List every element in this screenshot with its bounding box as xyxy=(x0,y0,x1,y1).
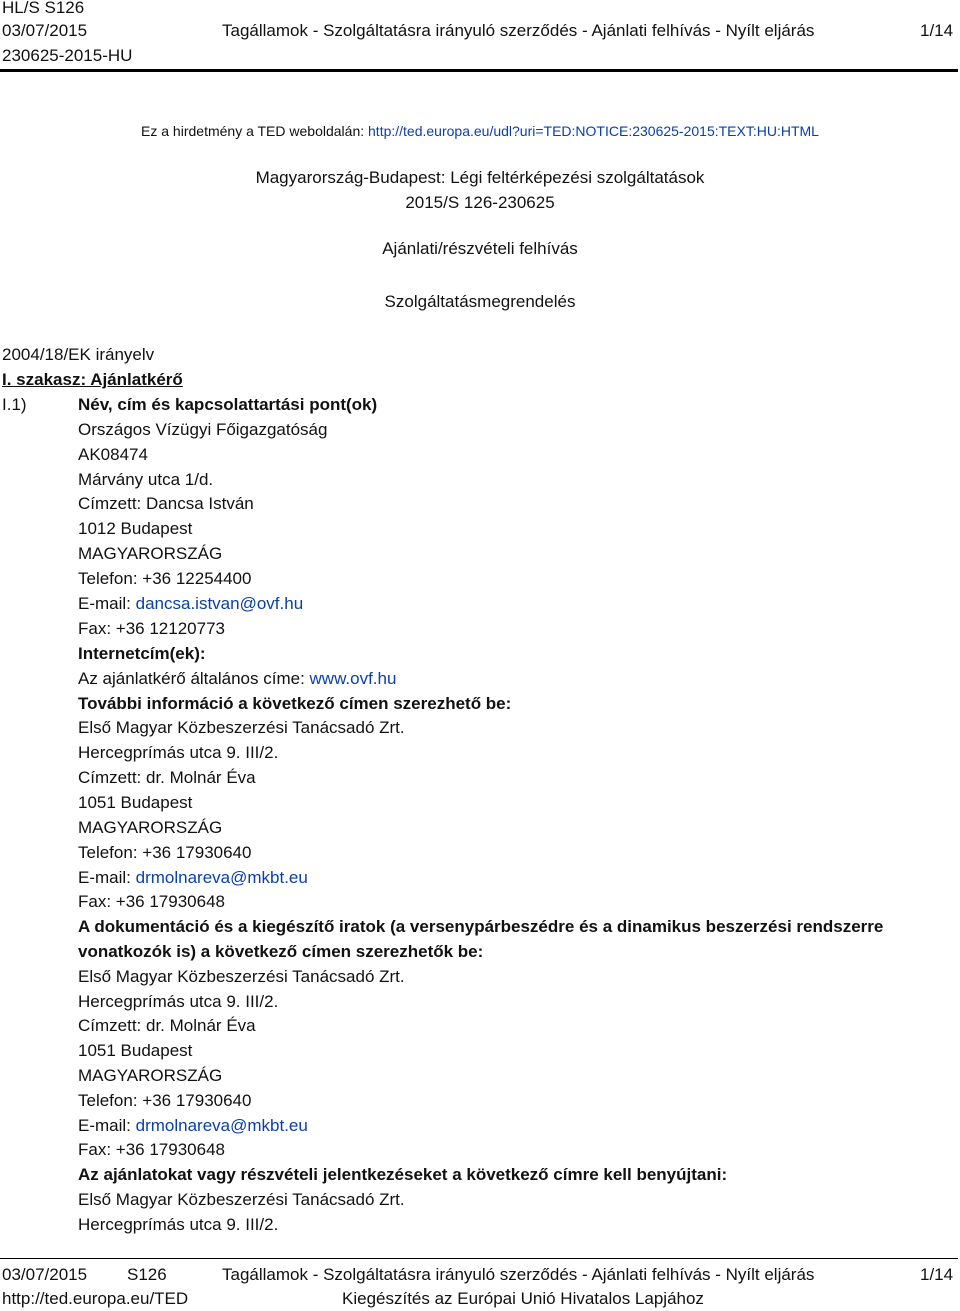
documents-org: Első Magyar Közbeszerzési Tanácsadó Zrt. xyxy=(78,967,405,986)
general-address-link[interactable]: www.ovf.hu xyxy=(309,669,397,688)
notice-number-title: 2015/S 126-230625 xyxy=(405,193,555,212)
ted-notice-link[interactable]: http://ted.europa.eu/udl?uri=TED:NOTICE:230625-2015:TEXT:HU:HTML xyxy=(368,123,819,139)
further-info-attn: Címzett: dr. Molnár Éva xyxy=(78,768,256,787)
contact-city: 1012 Budapest xyxy=(78,519,193,538)
section-heading: I. szakasz: Ajánlatkérő xyxy=(2,370,183,389)
doc-id: HL/S S126 xyxy=(2,0,85,17)
footer-title: Tagállamok - Szolgáltatásra irányuló szerződés - Ajánlati felhívás - Nyílt eljárás xyxy=(222,1265,815,1284)
header-title: Tagállamok - Szolgáltatásra irányuló szerződés - Ajánlati felhívás - Nyílt eljárás xyxy=(222,21,815,40)
documents-attn: Címzett: dr. Molnár Éva xyxy=(78,1016,256,1035)
further-info-country: MAGYARORSZÁG xyxy=(78,818,223,837)
footer-page: 1/14 xyxy=(920,1265,954,1284)
further-info-phone: Telefon: +36 17930640 xyxy=(78,843,252,862)
header-rule xyxy=(0,69,958,72)
footer-rule xyxy=(0,1258,958,1259)
documents-city: 1051 Budapest xyxy=(78,1041,193,1060)
further-info-org: Első Magyar Közbeszerzési Tanácsadó Zrt. xyxy=(78,718,405,737)
section-title: Név, cím és kapcsolattartási pont(ok) xyxy=(78,395,378,414)
further-info-email-label: E-mail: xyxy=(78,868,136,887)
contact-email-link[interactable]: dancsa.istvan@ovf.hu xyxy=(135,594,304,613)
further-info-email-line xyxy=(78,866,308,890)
further-info-fax: Fax: +36 17930648 xyxy=(78,892,225,911)
contact-attn: Címzett: Dancsa István xyxy=(78,494,254,513)
notice-number: 230625-2015-HU xyxy=(2,46,133,65)
contact-fax: Fax: +36 12120773 xyxy=(78,619,225,638)
submission-org: Első Magyar Közbeszerzési Tanácsadó Zrt. xyxy=(78,1190,405,1209)
intro-prefix: Ez a hirdetmény a TED weboldalán: xyxy=(141,123,369,139)
footer-date: 03/07/2015 xyxy=(2,1265,88,1284)
footer-url[interactable]: http://ted.europa.eu/TED xyxy=(2,1289,189,1308)
further-info-email-link[interactable]: drmolnareva@mkbt.eu xyxy=(135,868,308,887)
documents-street: Hercegprímás utca 9. III/2. xyxy=(78,992,279,1011)
notice-main-title: Magyarország-Budapest: Légi feltérképezési szolgáltatások xyxy=(255,168,705,187)
contact-country: MAGYARORSZÁG xyxy=(78,544,223,563)
documents-phone: Telefon: +36 17930640 xyxy=(78,1091,252,1110)
general-address-line xyxy=(78,667,396,691)
internet-label: Internetcím(ek): xyxy=(78,644,206,663)
documents-email-label: E-mail: xyxy=(78,1116,136,1135)
contact-code: AK08474 xyxy=(78,445,148,464)
documents-fax: Fax: +36 17930648 xyxy=(78,1140,225,1159)
documents-heading-2: vonatkozók is) a következő címen szerezhetők be: xyxy=(78,942,484,961)
notice-type-title: Ajánlati/részvételi felhívás xyxy=(382,239,578,258)
footer-supplement: Kiegészítés az Európai Unió Hivatalos Lapjához xyxy=(342,1289,704,1308)
documents-email-line xyxy=(78,1114,308,1138)
documents-heading-1: A dokumentáció és a kiegészítő iratok (a versenypárbeszédre és a dinamikus beszerzési rendszerre xyxy=(78,917,884,936)
header-page: 1/14 xyxy=(920,21,954,40)
submission-heading: Az ajánlatokat vagy részvételi jelentkezéseket a következő címre kell benyújtani: xyxy=(78,1165,728,1184)
notice-category-title: Szolgáltatásmegrendelés xyxy=(384,292,576,311)
directive: 2004/18/EK irányelv xyxy=(2,345,155,364)
contact-phone: Telefon: +36 12254400 xyxy=(78,569,252,588)
further-info-heading: További információ a következő címen szerezhető be: xyxy=(78,694,512,713)
documents-country: MAGYARORSZÁG xyxy=(78,1066,223,1085)
contact-email-line xyxy=(78,592,303,616)
general-address-label: Az ajánlatkérő általános címe: xyxy=(78,669,310,688)
further-info-city: 1051 Budapest xyxy=(78,793,193,812)
header-date: 03/07/2015 xyxy=(2,21,88,40)
section-number: I.1) xyxy=(2,395,27,414)
intro-line xyxy=(0,123,960,139)
documents-email-link[interactable]: drmolnareva@mkbt.eu xyxy=(135,1116,308,1135)
contact-street: Márvány utca 1/d. xyxy=(78,470,214,489)
contact-org: Országos Vízügyi Főigazgatóság xyxy=(78,420,328,439)
submission-street: Hercegprímás utca 9. III/2. xyxy=(78,1215,279,1234)
footer-series: S126 xyxy=(127,1265,167,1284)
further-info-street: Hercegprímás utca 9. III/2. xyxy=(78,743,279,762)
contact-email-label: E-mail: xyxy=(78,594,136,613)
